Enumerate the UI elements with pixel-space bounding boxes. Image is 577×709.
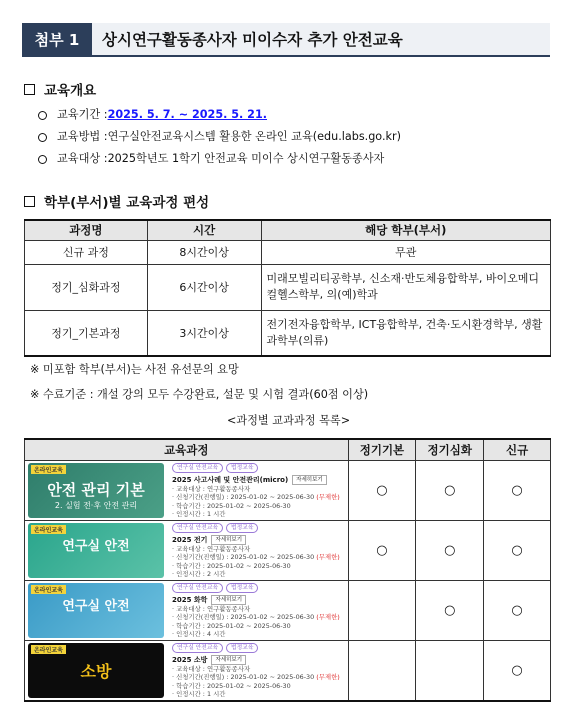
period-value: 2025. 5. 7. ~ 2025. 5. 21. [107, 108, 268, 121]
detail-button[interactable]: 자세히보기 [211, 595, 246, 605]
mark-new: ○ [484, 580, 551, 640]
circle-bullet-icon [38, 133, 47, 142]
category-pill: 연구실 안전교육 [172, 463, 223, 473]
meta-line: · 학습기간 : 2025-01-02 ~ 2025-06-30 [172, 681, 291, 690]
mark-new: ○ [484, 640, 551, 701]
course-list-table [24, 438, 551, 702]
table-row [25, 460, 551, 520]
course-list-caption: <과정별 교과과정 목록> [226, 414, 351, 427]
meta-line: · 인정시간 : 4 시간 [172, 630, 226, 638]
meta-line: · 학습기간 : 2025-01-02 ~ 2025-06-30 [172, 501, 291, 510]
dept-cell: 미래모빌리티공학부, 신소재·반도체융합학부, 바이오메디컬헬스학부, 의(예)학과 [261, 264, 550, 310]
mark-basic: ○ [348, 520, 416, 580]
target-value: 2025학년도 1학기 안전교육 미이수 상시연구활동종사자 [107, 152, 385, 165]
course-name: 2025 소방 [172, 655, 208, 664]
detail-button[interactable]: 자세히보기 [211, 655, 246, 665]
page-title: 상시연구활동종사자 미이수자 추가 안전교육 [92, 23, 550, 55]
meta-line: · 인정시간 : 1 시간 [172, 510, 226, 518]
category-pill: 연구실 안전교육 [172, 523, 223, 533]
hours-cell: 8시간이상 [147, 240, 261, 264]
thumb-title: 안전 관리 기본 [47, 480, 145, 499]
item-label: 교육방법 : [57, 130, 108, 143]
course-cell [25, 580, 349, 640]
thumb-tag: 온라인교육 [31, 645, 66, 654]
method-value: 연구실안전교육시스템 활용한 온라인 교육(edu.labs.go.kr) [107, 130, 401, 143]
notes [30, 357, 368, 407]
mark-new: ○ [484, 520, 551, 580]
thumb-title: 연구실 안전 [62, 538, 130, 554]
category-pill: 연구실 안전교육 [172, 643, 223, 653]
circle-bullet-icon [38, 111, 47, 120]
mark-advanced [416, 640, 484, 701]
table-row [25, 264, 551, 310]
mark-advanced: ○ [416, 580, 484, 640]
circle-bullet-icon [38, 155, 47, 164]
course-cell: 신규 과정 [25, 240, 148, 264]
table-row [25, 520, 551, 580]
table-row [25, 580, 551, 640]
item-label: 교육기간 : [57, 108, 108, 121]
thumb-tag: 온라인교육 [31, 465, 66, 474]
detail-button[interactable]: 자세히보기 [292, 475, 327, 485]
thumb-tag: 온라인교육 [31, 585, 66, 594]
meta-line: · 교육대상 : 연구활동종사자 [172, 664, 251, 673]
mark-new: ○ [484, 460, 551, 520]
category-pill: 법정교육 [226, 463, 258, 473]
overview-heading [24, 79, 96, 99]
course-cell [25, 460, 349, 520]
meta-line: · 교육대상 : 연구활동종사자 [172, 544, 251, 553]
course-name: 2025 전기 [172, 535, 208, 544]
unlimited-badge: (무제한) [316, 613, 340, 622]
meta-line: · 인정시간 : 1 시간 [172, 690, 226, 698]
thumb-subtitle: 2. 실험 전·후 안전 관리 [54, 500, 138, 510]
meta-line: · 신청기간(진행일) : 2025-01-02 ~ 2025-06-30 [172, 613, 315, 622]
mark-basic [348, 580, 416, 640]
table-row [25, 240, 551, 264]
meta-line: · 신청기간(진행일) : 2025-01-02 ~ 2025-06-30 [172, 673, 315, 682]
header-advanced: 정기심화 [416, 439, 484, 460]
course-meta [164, 643, 345, 698]
header-course: 교육과정 [25, 439, 349, 460]
table-header-row [25, 220, 551, 240]
header-hours: 시간 [147, 220, 261, 240]
overview-item-method [38, 126, 401, 148]
overview-list [38, 104, 401, 170]
mark-basic: ○ [348, 460, 416, 520]
table-row [25, 640, 551, 701]
detail-button[interactable]: 자세히보기 [211, 535, 246, 545]
course-name: 2025 화학 [172, 595, 208, 604]
overview-heading-text: 교육개요 [44, 83, 97, 99]
page-title-bar [22, 23, 550, 57]
attachment-tag: 첨부 1 [22, 23, 92, 55]
header-new: 신규 [484, 439, 551, 460]
meta-line: · 인정시간 : 2 시간 [172, 570, 226, 578]
overview-item-target [38, 148, 401, 170]
dept-heading-text: 학부(부서)별 교육과정 편성 [44, 195, 210, 211]
hours-cell: 3시간이상 [147, 310, 261, 356]
unlimited-badge: (무제한) [316, 553, 340, 562]
course-thumbnail[interactable] [28, 523, 164, 578]
category-pill: 법정교육 [226, 643, 258, 653]
category-pill: 법정교육 [226, 523, 258, 533]
note-inquiry: ※ 미포함 학부(부서)는 사전 유선문의 요망 [30, 363, 239, 376]
meta-line: · 학습기간 : 2025-01-02 ~ 2025-06-30 [172, 561, 291, 570]
course-name: 2025 사고사례 및 안전관리(micro) [172, 475, 289, 484]
thumb-title: 소방 [80, 661, 112, 681]
header-dept: 해당 학부(부서) [261, 220, 550, 240]
mark-basic [348, 640, 416, 701]
overview-item-period [38, 104, 401, 126]
thumb-tag: 온라인교육 [31, 525, 66, 534]
dept-cell: 무관 [261, 240, 550, 264]
hours-cell: 6시간이상 [147, 264, 261, 310]
course-meta [164, 523, 345, 578]
course-cell [25, 640, 349, 701]
item-label: 교육대상 : [57, 152, 108, 165]
unlimited-badge: (무제한) [316, 673, 340, 682]
dept-course-table [24, 219, 551, 357]
course-thumbnail[interactable] [28, 463, 164, 518]
course-cell: 정기_기본과정 [25, 310, 148, 356]
square-bullet-icon [24, 84, 35, 95]
category-pill: 연구실 안전교육 [172, 583, 223, 593]
course-meta [164, 583, 345, 638]
course-meta [164, 463, 345, 518]
unlimited-badge: (무제한) [316, 493, 340, 502]
dept-cell: 전기전자융합학부, ICT융합학부, 건축·도시환경학부, 생활과학부(의류) [261, 310, 550, 356]
header-basic: 정기기본 [348, 439, 416, 460]
table-header-row [25, 439, 551, 460]
table-row [25, 310, 551, 356]
mark-advanced: ○ [416, 520, 484, 580]
meta-line: · 신청기간(진행일) : 2025-01-02 ~ 2025-06-30 [172, 493, 315, 502]
meta-line: · 교육대상 : 연구활동종사자 [172, 604, 251, 613]
course-cell: 정기_심화과정 [25, 264, 148, 310]
square-bullet-icon [24, 196, 35, 207]
meta-line: · 학습기간 : 2025-01-02 ~ 2025-06-30 [172, 621, 291, 630]
course-thumbnail[interactable] [28, 583, 164, 638]
meta-line: · 신청기간(진행일) : 2025-01-02 ~ 2025-06-30 [172, 553, 315, 562]
mark-advanced: ○ [416, 460, 484, 520]
course-thumbnail[interactable] [28, 643, 164, 698]
note-completion: ※ 수료기준 : 개설 강의 모두 수강완료, 설문 및 시험 결과(60점 이상) [30, 388, 369, 401]
category-pill: 법정교육 [226, 583, 258, 593]
meta-line: · 교육대상 : 연구활동종사자 [172, 484, 251, 493]
dept-section-heading [24, 191, 209, 211]
thumb-title: 연구실 안전 [62, 598, 130, 614]
header-course: 과정명 [25, 220, 148, 240]
course-cell [25, 520, 349, 580]
